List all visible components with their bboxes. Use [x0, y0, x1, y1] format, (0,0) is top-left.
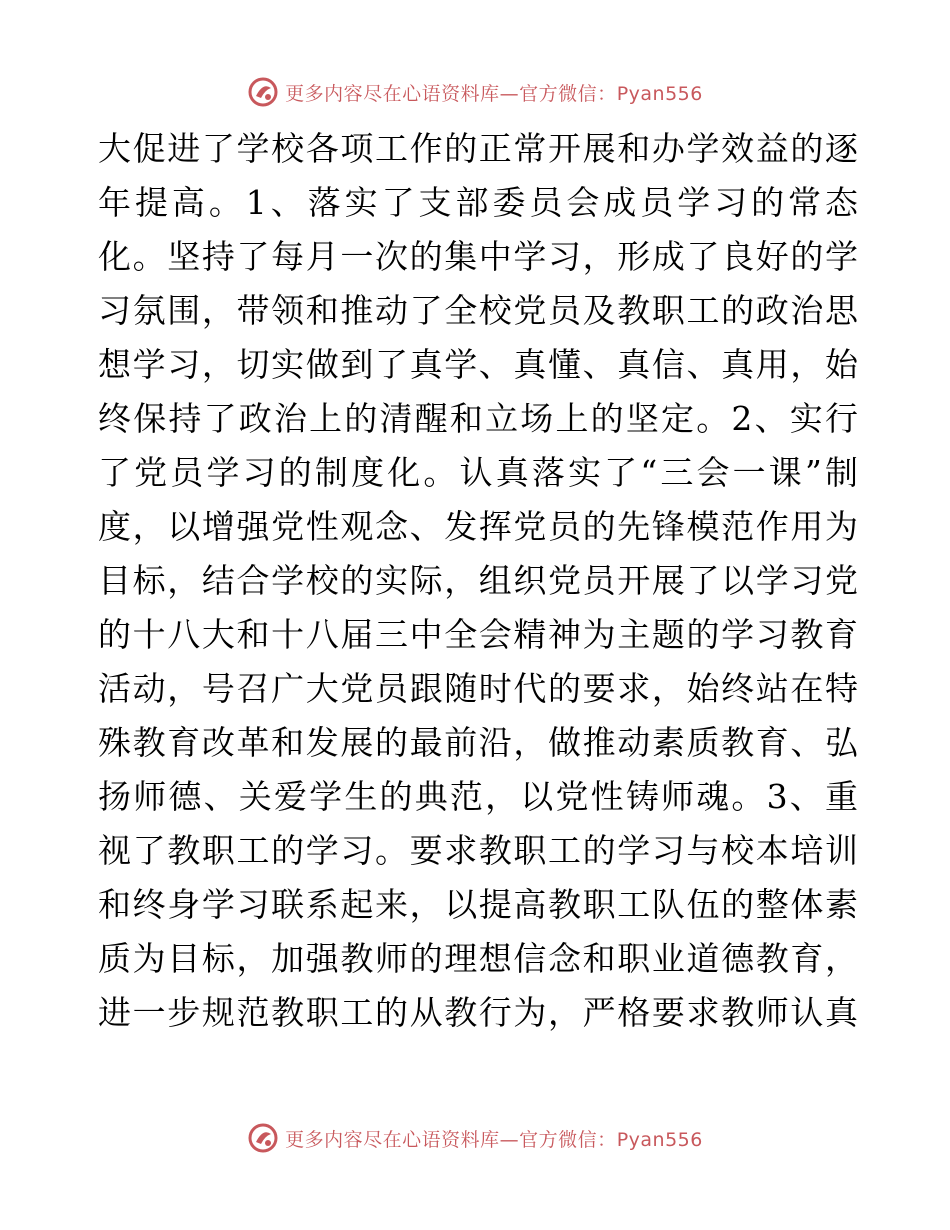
- body-text-line: 大促进了学校各项工作的正常开展和办学效益的逐: [98, 129, 858, 168]
- body-text-line: 质为目标，加强教师的理想信念和职业道德教育，: [98, 939, 858, 978]
- body-text-line: 和终身学习联系起来，以提高教职工队伍的整体素: [98, 885, 858, 924]
- watermark-wechat-label: 官方微信：: [519, 1128, 617, 1151]
- body-text-line: 度，以增强党性观念、发挥党员的先锋模范作用为: [98, 507, 858, 546]
- watermark-wechat-label: 官方微信：: [519, 82, 617, 105]
- brand-logo-icon: [247, 76, 279, 108]
- body-text-line: 年提高。1、落实了支部委员会成员学习的常态: [98, 183, 858, 222]
- body-text-line: 习氛围，带领和推动了全校党员及教职工的政治思: [98, 291, 858, 330]
- body-text-line: 终保持了政治上的清醒和立场上的坚定。2、实行: [98, 399, 858, 438]
- body-text-line: 想学习，切实做到了真学、真懂、真信、真用，始: [98, 345, 858, 384]
- watermark-text: [285, 79, 703, 106]
- body-text-line: 扬师德、关爱学生的典范，以党性铸师魂。3、重: [98, 777, 858, 816]
- footer-watermark: [0, 1118, 950, 1158]
- watermark-separator: —: [499, 1128, 520, 1151]
- body-text-line: 化。坚持了每月一次的集中学习，形成了良好的学: [98, 237, 858, 276]
- body-text-line: 活动，号召广大党员跟随时代的要求，始终站在特: [98, 669, 858, 708]
- body-text-line: 目标，结合学校的实际，组织党员开展了以学习党: [98, 561, 858, 600]
- watermark-brand: 更多内容尽在心语资料库: [285, 82, 500, 105]
- header-watermark: [0, 72, 950, 112]
- watermark-text: [285, 1125, 703, 1152]
- body-text-line: 进一步规范教职工的从教行为，严格要求教师认真: [98, 993, 858, 1032]
- body-text-line: 了党员学习的制度化。认真落实了“三会一课”制: [98, 453, 858, 492]
- watermark-wechat-id: Pyan556: [616, 82, 703, 105]
- watermark-brand: 更多内容尽在心语资料库: [285, 1128, 500, 1151]
- body-text-line: 的十八大和十八届三中全会精神为主题的学习教育: [98, 615, 858, 654]
- body-text-line: 视了教职工的学习。要求教职工的学习与校本培训: [98, 831, 858, 870]
- watermark-separator: —: [499, 82, 520, 105]
- body-text-line: 殊教育改革和发展的最前沿，做推动素质教育、弘: [98, 723, 858, 762]
- brand-logo-icon: [247, 1122, 279, 1154]
- document-body: [98, 122, 858, 1040]
- watermark-wechat-id: Pyan556: [616, 1128, 703, 1151]
